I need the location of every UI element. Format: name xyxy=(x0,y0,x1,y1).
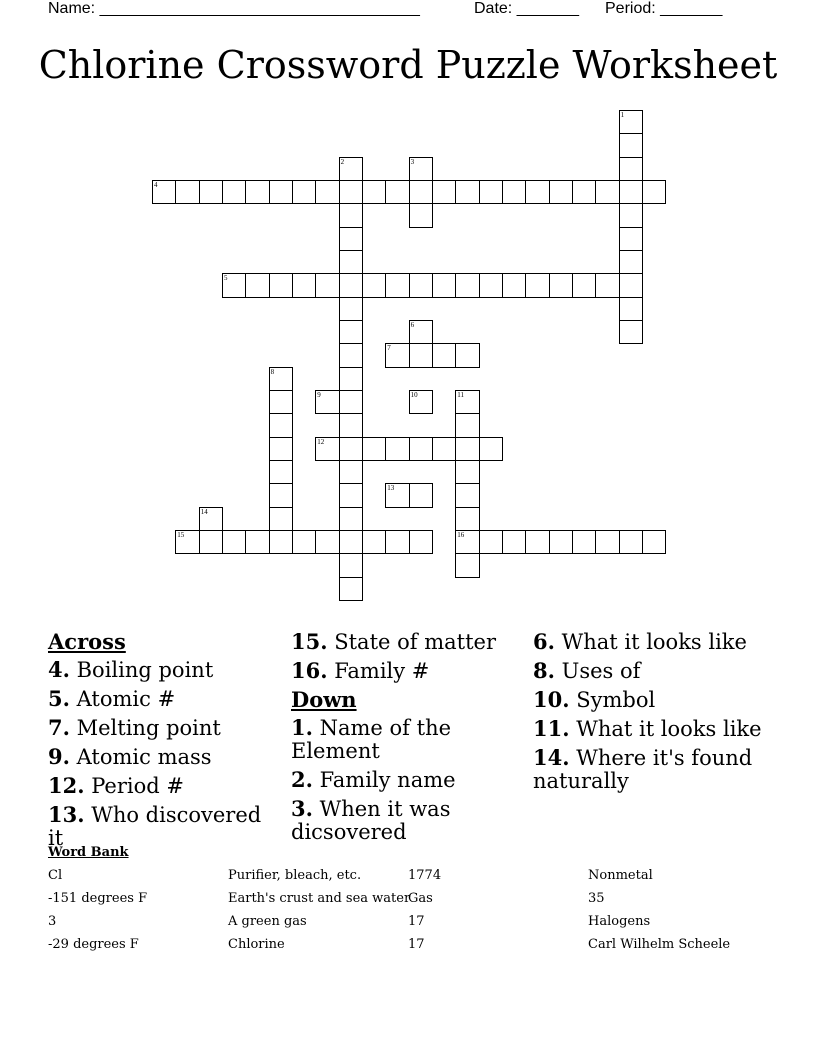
crossword-cell[interactable] xyxy=(455,437,479,461)
crossword-cell[interactable] xyxy=(245,273,269,297)
crossword-cell[interactable] xyxy=(572,530,596,554)
crossword-cell[interactable] xyxy=(339,250,363,274)
crossword-cell[interactable] xyxy=(595,530,619,554)
crossword-cell[interactable] xyxy=(339,203,363,227)
crossword-clue-number: 16 xyxy=(457,530,465,539)
crossword-cell[interactable] xyxy=(432,180,456,204)
clue-down-6: 6. What it looks like xyxy=(533,629,747,654)
clues-column-2 xyxy=(291,630,521,849)
crossword-cell[interactable] xyxy=(385,273,409,297)
clue-across-15: 15. State of matter xyxy=(291,629,496,654)
crossword-cell[interactable] xyxy=(479,273,503,297)
crossword-cell[interactable] xyxy=(269,413,293,437)
clue-down-10: 10. Symbol xyxy=(533,687,656,712)
word-bank-item: 1774 xyxy=(408,868,442,883)
crossword-cell[interactable] xyxy=(269,530,293,554)
crossword-cell[interactable] xyxy=(339,297,363,321)
crossword-cell[interactable] xyxy=(339,413,363,437)
crossword-cell[interactable] xyxy=(339,507,363,531)
clue-down-1: 1. Name of the Element xyxy=(291,715,452,763)
clue-across-13: 13. Who discovered it xyxy=(48,802,262,850)
clue-down-14: 14. Where it's found naturally xyxy=(533,745,753,793)
crossword-cell[interactable] xyxy=(432,343,456,367)
word-bank-item: 3 xyxy=(48,914,57,929)
crossword-cell[interactable] xyxy=(362,180,386,204)
crossword-cell[interactable] xyxy=(292,273,316,297)
down-heading: Down xyxy=(291,687,357,712)
clue-across-4: 4. Boiling point xyxy=(48,657,214,682)
crossword-cell[interactable] xyxy=(269,460,293,484)
word-bank-item: Chlorine xyxy=(228,937,285,952)
crossword-clue-number: 8 xyxy=(270,367,275,376)
crossword-cell[interactable] xyxy=(619,157,643,181)
crossword-clue-number: 4 xyxy=(154,181,158,189)
clue-across-16: 16. Family # xyxy=(291,658,430,683)
crossword-cell[interactable] xyxy=(339,343,363,367)
crossword-cell[interactable] xyxy=(339,437,363,461)
crossword-cell[interactable] xyxy=(455,343,479,367)
crossword-cell[interactable] xyxy=(525,180,549,204)
word-bank-item: Carl Wilhelm Scheele xyxy=(588,937,731,952)
crossword-cell[interactable] xyxy=(432,437,456,461)
crossword-cell[interactable] xyxy=(339,460,363,484)
crossword-clue-number: 7 xyxy=(387,344,391,353)
crossword-cell[interactable] xyxy=(409,273,433,297)
crossword-cell[interactable] xyxy=(409,203,433,227)
crossword-cell[interactable] xyxy=(199,530,223,554)
word-bank-item: Gas xyxy=(408,891,433,906)
crossword-cell[interactable] xyxy=(245,530,269,554)
crossword-cell[interactable] xyxy=(432,273,456,297)
crossword-cell[interactable] xyxy=(222,180,246,204)
crossword-cell[interactable] xyxy=(619,133,643,157)
crossword-clue-number: 9 xyxy=(317,391,321,399)
crossword-cell[interactable] xyxy=(269,273,293,297)
date-field-label[interactable]: Date: _______ xyxy=(474,0,579,17)
crossword-cell[interactable] xyxy=(619,227,643,251)
crossword-clue-number: 10 xyxy=(410,391,418,399)
clue-down-11: 11. What it looks like xyxy=(533,716,762,741)
crossword-cell[interactable] xyxy=(409,437,433,461)
crossword-cell[interactable] xyxy=(479,530,503,554)
crossword-clue-number: 13 xyxy=(387,484,395,493)
word-bank-item: Earth's crust and sea water xyxy=(228,891,411,906)
crossword-cell[interactable] xyxy=(619,320,643,344)
crossword-cell[interactable] xyxy=(455,483,479,507)
crossword-cell[interactable] xyxy=(409,180,433,204)
crossword-cell[interactable] xyxy=(455,460,479,484)
crossword-cell[interactable] xyxy=(222,530,246,554)
crossword-cell[interactable] xyxy=(572,273,596,297)
crossword-cell[interactable] xyxy=(339,483,363,507)
crossword-cell[interactable] xyxy=(619,180,643,204)
crossword-cell[interactable] xyxy=(292,180,316,204)
crossword-cell[interactable] xyxy=(619,273,643,297)
crossword-cell[interactable] xyxy=(479,437,503,461)
crossword-cell[interactable] xyxy=(642,530,666,554)
crossword-cell[interactable] xyxy=(362,273,386,297)
crossword-cell[interactable] xyxy=(525,530,549,554)
clue-down-2: 2. Family name xyxy=(291,767,456,792)
crossword-cell[interactable] xyxy=(409,483,433,507)
crossword-cell[interactable] xyxy=(339,320,363,344)
crossword-cell[interactable] xyxy=(315,530,339,554)
crossword-cell[interactable] xyxy=(619,250,643,274)
crossword-cell[interactable] xyxy=(385,530,409,554)
crossword-cell[interactable] xyxy=(385,437,409,461)
crossword-cell[interactable] xyxy=(199,180,223,204)
crossword-cell[interactable] xyxy=(409,343,433,367)
word-bank-item: 35 xyxy=(588,891,605,906)
crossword-cell[interactable] xyxy=(455,273,479,297)
word-bank-item: 17 xyxy=(408,914,425,929)
crossword-cell[interactable] xyxy=(362,530,386,554)
crossword-cell[interactable] xyxy=(269,437,293,461)
name-field-label[interactable]: Name: ____________________________________ xyxy=(48,0,420,17)
word-bank-item: Purifier, bleach, etc. xyxy=(228,868,362,883)
clue-down-3: 3. When it was dicsovered xyxy=(291,796,451,844)
crossword-cell[interactable] xyxy=(455,507,479,531)
word-bank-item: 17 xyxy=(408,937,425,952)
crossword-cell[interactable] xyxy=(292,530,316,554)
crossword-cell[interactable] xyxy=(269,390,293,414)
crossword-clue-number: 14 xyxy=(200,507,208,516)
clue-across-7: 7. Melting point xyxy=(48,715,221,740)
crossword-cell[interactable] xyxy=(175,180,199,204)
clue-across-12: 12. Period # xyxy=(48,773,184,798)
crossword-cell[interactable] xyxy=(502,273,526,297)
crossword-cell[interactable] xyxy=(479,180,503,204)
word-bank-item: -29 degrees F xyxy=(48,937,139,952)
crossword-cell[interactable] xyxy=(339,367,363,391)
crossword-cell[interactable] xyxy=(642,180,666,204)
crossword-cell[interactable] xyxy=(339,273,363,297)
clues-column-1 xyxy=(48,630,278,855)
word-bank-item: A green gas xyxy=(228,914,307,929)
crossword-clue-number: 12 xyxy=(317,437,325,446)
crossword-cell[interactable] xyxy=(549,273,573,297)
crossword-cell[interactable] xyxy=(549,180,573,204)
crossword-cell[interactable] xyxy=(339,180,363,204)
crossword-cell[interactable] xyxy=(455,413,479,437)
crossword-cell[interactable] xyxy=(245,180,269,204)
crossword-cell[interactable] xyxy=(455,553,479,577)
period-field-label[interactable]: Period: _______ xyxy=(605,0,723,17)
word-bank-item: Nonmetal xyxy=(588,868,653,883)
crossword-cell[interactable] xyxy=(595,180,619,204)
clue-across-5: 5. Atomic # xyxy=(48,686,176,711)
crossword-cell[interactable] xyxy=(409,530,433,554)
crossword-cell[interactable] xyxy=(269,483,293,507)
crossword-cell[interactable] xyxy=(339,577,363,601)
crossword-clue-number: 11 xyxy=(457,391,465,399)
crossword-cell[interactable] xyxy=(339,390,363,414)
crossword-cell[interactable] xyxy=(339,553,363,577)
word-bank-item: -151 degrees F xyxy=(48,891,148,906)
crossword-cell[interactable] xyxy=(502,180,526,204)
crossword-clue-number: 2 xyxy=(340,157,345,166)
crossword-clue-number: 6 xyxy=(410,321,415,329)
crossword-cell[interactable] xyxy=(269,180,293,204)
crossword-cell[interactable] xyxy=(269,507,293,531)
clue-across-9: 9. Atomic mass xyxy=(48,744,212,769)
crossword-cell[interactable] xyxy=(619,297,643,321)
crossword-cell[interactable] xyxy=(315,273,339,297)
crossword-cell[interactable] xyxy=(549,530,573,554)
word-bank-item: Cl xyxy=(48,868,63,883)
crossword-cell[interactable] xyxy=(362,437,386,461)
page-title: Chlorine Crossword Puzzle Worksheet xyxy=(38,43,778,87)
crossword-cell[interactable] xyxy=(455,180,479,204)
crossword-cell[interactable] xyxy=(315,180,339,204)
crossword-cell[interactable] xyxy=(525,273,549,297)
clues-column-3 xyxy=(533,630,763,798)
clue-down-8: 8. Uses of xyxy=(533,658,641,683)
crossword-clue-number: 3 xyxy=(410,157,415,166)
across-heading: Across xyxy=(48,629,126,654)
crossword-clue-number: 1 xyxy=(620,111,625,119)
crossword-cell[interactable] xyxy=(339,227,363,251)
crossword-cell[interactable] xyxy=(502,530,526,554)
crossword-cell[interactable] xyxy=(572,180,596,204)
crossword-clue-number: 15 xyxy=(177,530,185,539)
word-bank-title: Word Bank xyxy=(48,845,129,860)
word-bank-item: Halogens xyxy=(588,914,651,929)
crossword-cell[interactable] xyxy=(595,273,619,297)
crossword-cell[interactable] xyxy=(619,530,643,554)
crossword-cell[interactable] xyxy=(619,203,643,227)
crossword-clue-number: 5 xyxy=(224,274,228,283)
crossword-cell[interactable] xyxy=(385,180,409,204)
crossword-cell[interactable] xyxy=(339,530,363,554)
